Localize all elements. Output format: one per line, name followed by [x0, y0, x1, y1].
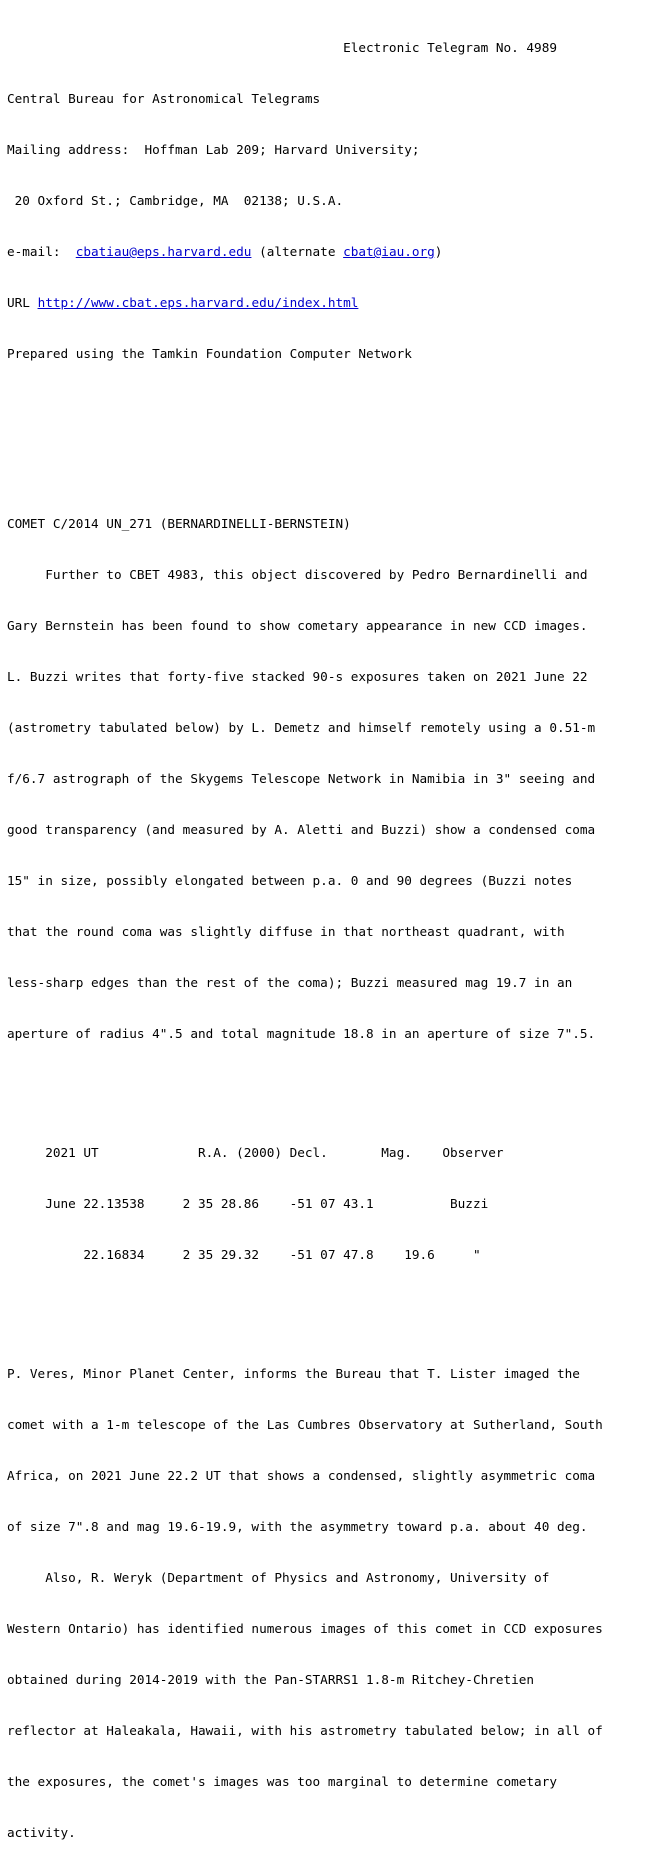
email-primary-link[interactable]: cbatiau@eps.harvard.edu — [75, 244, 252, 259]
body-line: (astrometry tabulated below) by L. Demetz and himself remotely using a 0.51-m — [7, 720, 596, 735]
email-alternate-label: (alternate — [251, 244, 344, 259]
body-line: of size 7".8 and mag 19.6-19.9, with the asymmetry toward p.a. about 40 deg. — [7, 1519, 588, 1534]
body-line: comet with a 1-m telescope of the Las Cumbres Observatory at Sutherland, South — [7, 1417, 603, 1432]
body-line: f/6.7 astrograph of the Skygems Telescope Network in Namibia in 3" seeing and — [7, 771, 596, 786]
body-line: Further to CBET 4983, this object discovered by Pedro Bernardinelli and — [7, 567, 588, 582]
blank-line — [7, 1297, 647, 1314]
blank-line — [7, 447, 647, 464]
street-address: 20 Oxford St.; Cambridge, MA 02138; U.S.A. — [7, 193, 344, 208]
body-line: obtained during 2014-2019 with the Pan-STARRS1 1.8-m Ritchey-Chretien — [7, 1672, 535, 1687]
astrometry-table-row: 22.16834 2 35 29.32 -51 07 47.8 19.6 " — [7, 1247, 481, 1262]
body-line: 15" in size, possibly elongated between p.a. 0 and 90 degrees (Buzzi notes — [7, 873, 573, 888]
blank-line — [7, 396, 647, 413]
body-line: reflector at Haleakala, Hawaii, with his astrometry tabulated below; in all of — [7, 1723, 603, 1738]
body-line: activity. — [7, 1825, 76, 1840]
body-line: Gary Bernstein has been found to show cometary appearance in new CCD images. — [7, 618, 588, 633]
body-line: the exposures, the comet's images was too marginal to determine cometary — [7, 1774, 557, 1789]
body-line: good transparency (and measured by A. Aletti and Buzzi) show a condensed coma — [7, 822, 596, 837]
astrometry-table-row: June 22.13538 2 35 28.86 -51 07 43.1 Buzzi — [7, 1196, 489, 1211]
body-line: Western Ontario) has identified numerous images of this comet in CCD exposures — [7, 1621, 603, 1636]
astrometry-table-header: 2021 UT R.A. (2000) Decl. Mag. Observer — [7, 1145, 504, 1160]
email-line — [7, 243, 647, 260]
email-label: e-mail: — [7, 244, 76, 259]
website-link[interactable]: http://www.cbat.eps.harvard.edu/index.html — [37, 295, 359, 310]
bureau-name: Central Bureau for Astronomical Telegrams — [7, 91, 321, 106]
telegram-number: Electronic Telegram No. 4989 — [7, 40, 557, 55]
prepared-by: Prepared using the Tamkin Foundation Computer Network — [7, 346, 412, 361]
url-label: URL — [7, 295, 38, 310]
body-line: Africa, on 2021 June 22.2 UT that shows a condensed, slightly asymmetric coma — [7, 1468, 596, 1483]
email-close-paren: ) — [434, 244, 443, 259]
body-line: P. Veres, Minor Planet Center, informs the Bureau that T. Lister imaged the — [7, 1366, 580, 1381]
comet-title: COMET C/2014 UN_271 (BERNARDINELLI-BERNSTEIN) — [7, 516, 351, 531]
email-alternate-link[interactable]: cbat@iau.org — [343, 244, 435, 259]
blank-line — [7, 1076, 647, 1093]
body-line: aperture of radius 4".5 and total magnitude 18.8 in an aperture of size 7".5. — [7, 1026, 596, 1041]
body-line: L. Buzzi writes that forty-five stacked 90-s exposures taken on 2021 June 22 — [7, 669, 588, 684]
mailing-address: Mailing address: Hoffman Lab 209; Harvard University; — [7, 142, 420, 157]
body-line: Also, R. Weryk (Department of Physics and Astronomy, University of — [7, 1570, 550, 1585]
url-line — [7, 294, 647, 311]
body-line: that the round coma was slightly diffuse in that northeast quadrant, with — [7, 924, 565, 939]
body-line: less-sharp edges than the rest of the coma); Buzzi measured mag 19.7 in an — [7, 975, 573, 990]
telegram-document — [7, 5, 647, 1858]
